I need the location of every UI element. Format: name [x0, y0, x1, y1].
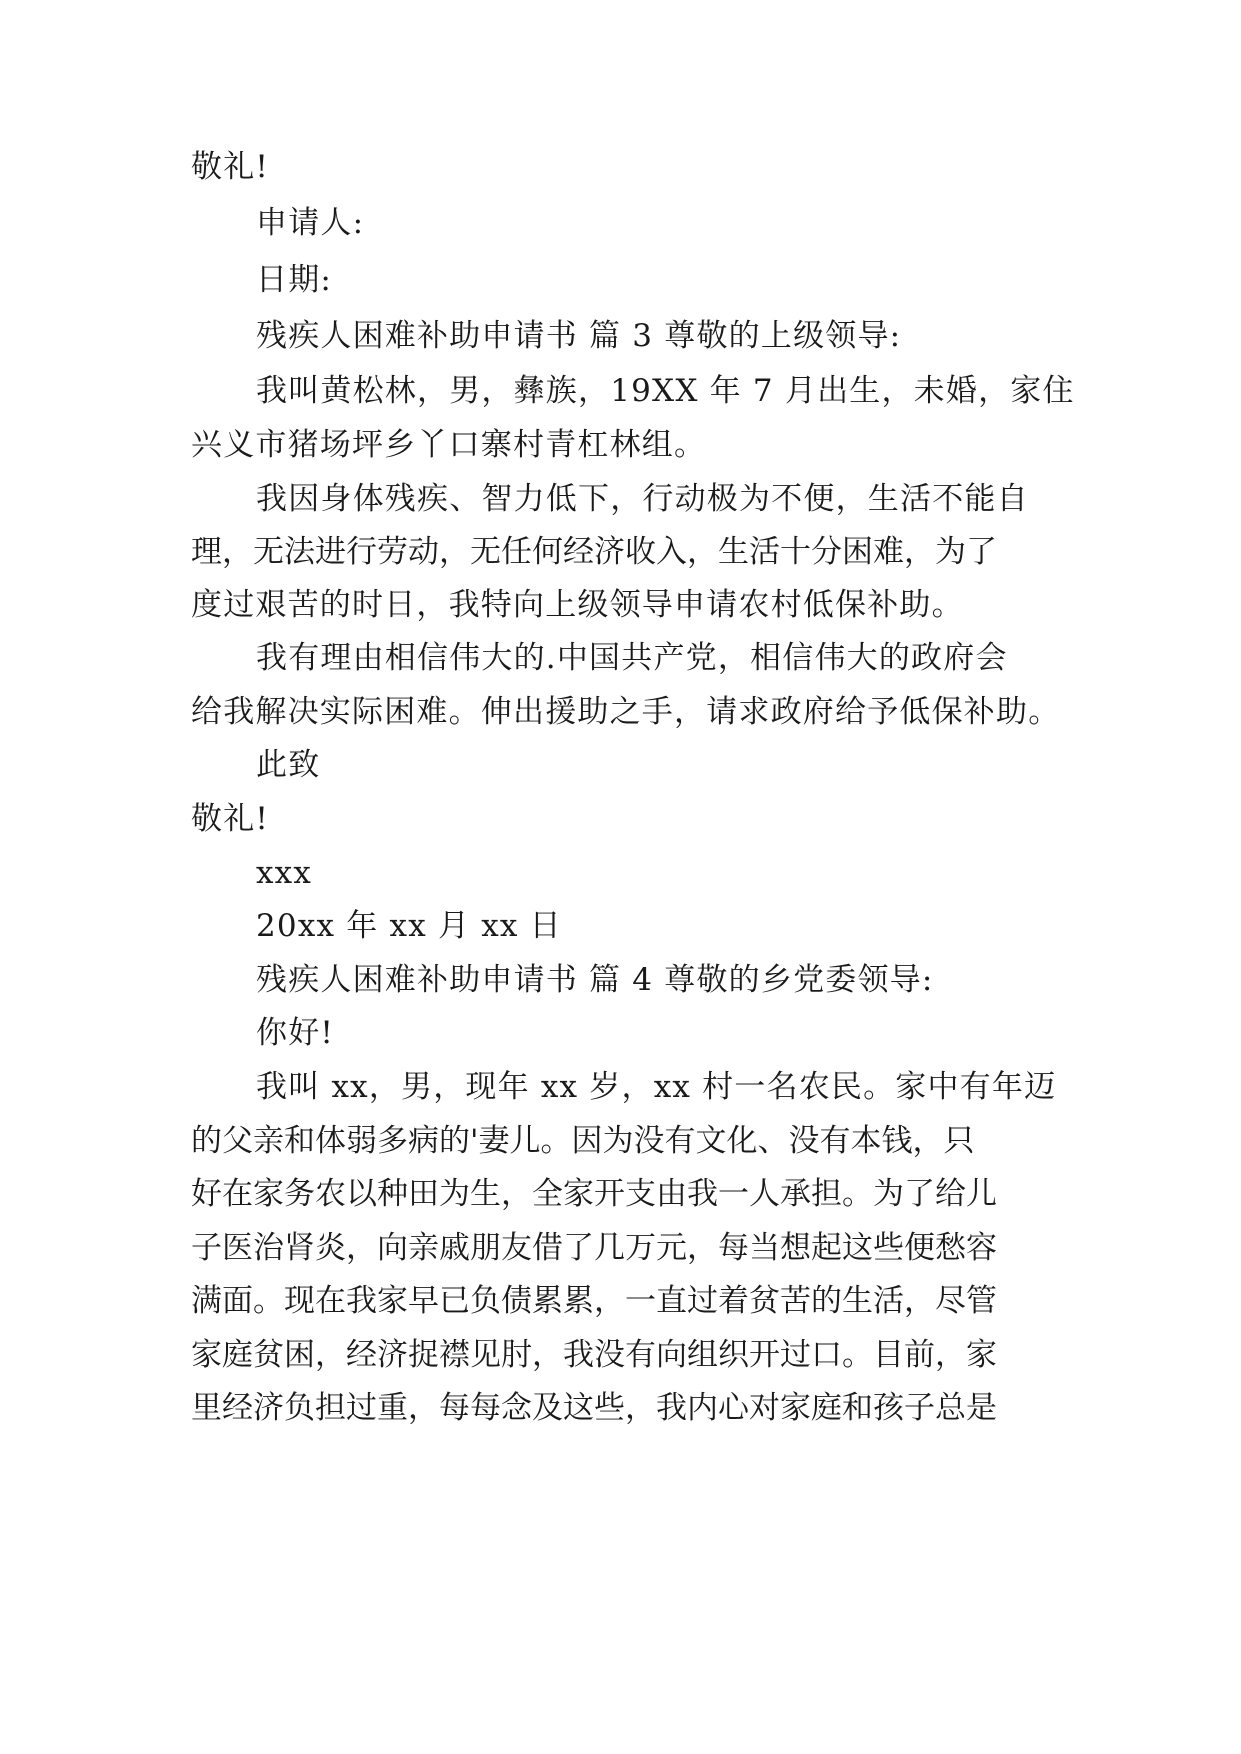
paragraph-line: 兴义市猪场坪乡丫口寨村青杠林组。 — [191, 427, 707, 463]
paragraph-line: 我叫黄松林，男，彝族，19XX 年 7 月出生，未婚，家住 — [256, 373, 1075, 409]
paragraph-line: 我叫 xx，男，现年 xx 岁，xx 村一名农民。家中有年迈 — [256, 1069, 1057, 1105]
paragraph-line: 度过艰苦的时日，我特向上级领导申请农村低保补助。 — [191, 587, 964, 623]
closing-salutation: 敬礼! — [191, 801, 270, 837]
closing-ci-zhi: 此致 — [256, 747, 321, 783]
signature-name: xxx — [256, 855, 313, 891]
section-4-heading: 残疾人困难补助申请书 篇 4 尊敬的乡党委领导: — [256, 962, 934, 998]
paragraph-line: 理，无法进行劳动，无任何经济收入，生活十分困难，为了 — [191, 534, 997, 570]
paragraph-line: 我因身体残疾、智力低下，行动极为不便，生活不能自 — [256, 481, 1029, 517]
date-label: 日期: — [256, 262, 333, 298]
paragraph-line: 的父亲和体弱多病的'妻儿。因为没有文化、没有本钱，只 — [191, 1123, 975, 1159]
paragraph-line: 好在家务农以种田为生，全家开支由我一人承担。为了给儿 — [191, 1176, 997, 1212]
paragraph-line: 里经济负担过重，每每念及这些，我内心对家庭和孩子总是 — [191, 1390, 997, 1426]
paragraph-line: 家庭贫困，经济捉襟见肘，我没有向组织开过口。目前，家 — [191, 1337, 997, 1373]
section-3-heading: 残疾人困难补助申请书 篇 3 尊敬的上级领导: — [256, 318, 902, 354]
paragraph-line: 我有理由相信伟大的.中国共产党，相信伟大的政府会 — [256, 640, 1008, 676]
signature-date: 20xx 年 xx 月 xx 日 — [256, 908, 562, 944]
paragraph-line: 满面。现在我家早已负债累累，一直过着贫苦的生活，尽管 — [191, 1283, 997, 1319]
paragraph-line: 子医治肾炎，向亲戚朋友借了几万元，每当想起这些便愁容 — [191, 1230, 997, 1266]
paragraph-line: 给我解决实际困难。伸出援助之手，请求政府给予低保补助。 — [191, 694, 1061, 730]
closing-salutation: 敬礼! — [191, 149, 270, 185]
greeting: 你好! — [256, 1015, 335, 1051]
applicant-label: 申请人: — [256, 205, 365, 241]
